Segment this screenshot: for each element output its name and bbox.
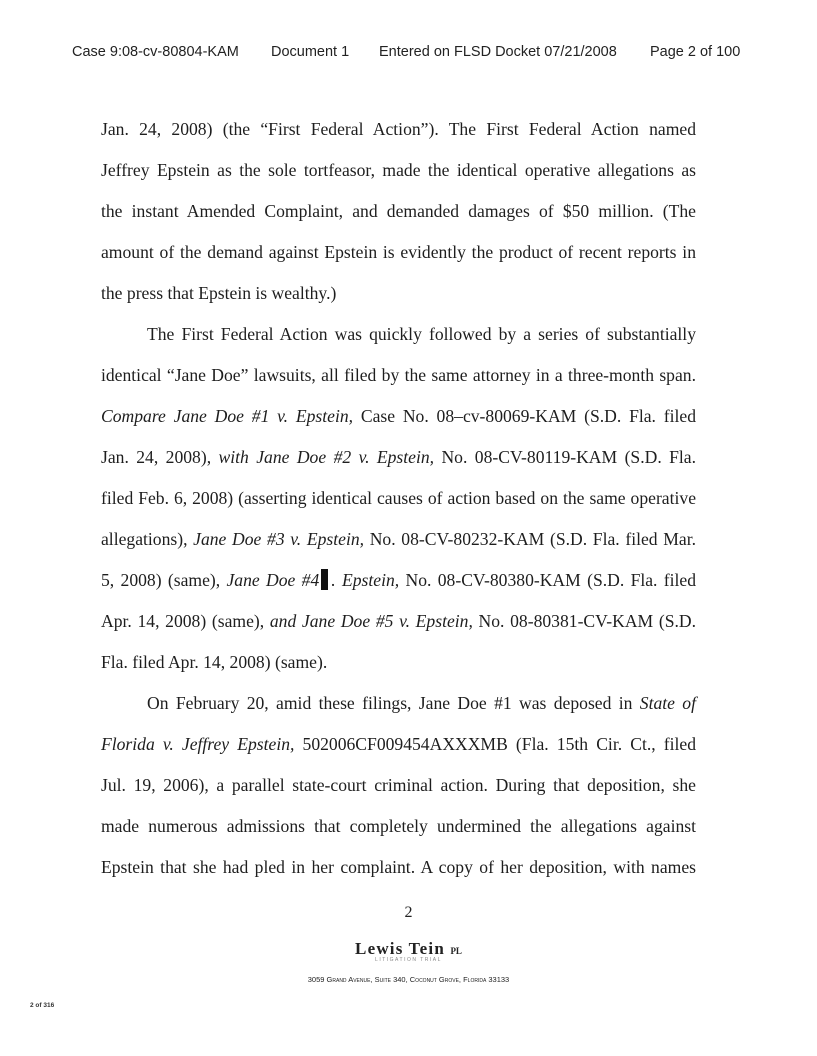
text-line (101, 486, 696, 510)
text-run: identical “Jane Doe” lawsuits, all filed by the same attorney in a three-month span. (101, 365, 696, 385)
text-run: the instant Amended Complaint, and demanded damages of $50 million. (The (101, 201, 696, 221)
text-run: 502006CF009454AXXXMB (Fla. 15th Cir. Ct., filed (294, 734, 697, 754)
text-run: Jan. 24, 2008) (the “First Federal Action”). The First Federal Action named (101, 119, 696, 139)
page-count: Page 2 of 100 (650, 44, 741, 60)
text-line (101, 650, 327, 674)
text-run: the press that Epstein is wealthy.) (101, 283, 337, 303)
page-stamp: 2 of 316 (30, 1002, 55, 1009)
case-citation: with Jane Doe #2 v. Epstein, (218, 447, 435, 467)
case-citation: Jane Doe #3 v. Epstein, (193, 529, 365, 549)
text-run: Apr. 14, 2008) (same), (101, 611, 270, 631)
text-run: amount of the demand against Epstein is evidently the product of recent reports in (101, 242, 696, 262)
text-run: Jul. 19, 2006), a parallel state-court criminal action. During that deposition, she (101, 775, 696, 795)
firm-logo (0, 939, 817, 959)
text-run: allegations), (101, 529, 194, 549)
text-run: The First Federal Action was quickly followed by a series of substantially (147, 324, 696, 344)
case-number: Case 9:08-cv-80804-KAM (72, 44, 239, 60)
text-run: Fla. filed Apr. 14, 2008) (same). (101, 652, 328, 672)
text-run: 5, 2008) (same), (101, 570, 227, 590)
docket-entry: Entered on FLSD Docket 07/21/2008 (379, 44, 617, 60)
text-run: Jeffrey Epstein as the sole tortfeasor, made the identical operative allegations as (101, 160, 696, 180)
firm-name: Lewis Tein (355, 939, 445, 958)
text-line (101, 158, 696, 182)
text-run: made numerous admissions that completely undermined the allegations against (101, 816, 696, 836)
firm-subline: LITIGATION TRIAL (375, 957, 442, 963)
text-line (101, 609, 696, 633)
text-line (101, 732, 696, 756)
text-line (101, 773, 696, 797)
text-line (101, 814, 696, 838)
case-citation: Jane Doe #4 (226, 570, 320, 590)
text-line (101, 199, 696, 223)
text-line (101, 363, 696, 387)
text-line (101, 404, 696, 428)
text-run: No. 08-80381-CV-KAM (S.D. (472, 611, 696, 631)
case-citation: Compare Jane Doe #1 v. Epstein, (101, 406, 354, 426)
case-citation: Florida v. Jeffrey Epstein, (101, 734, 295, 754)
text-line (147, 691, 696, 715)
text-line (101, 117, 696, 141)
text-line (101, 445, 696, 469)
firm-address: 3059 Grand Avenue, Suite 340, Coconut Grove, Florida 33133 (307, 975, 510, 984)
text-run: Jan. 24, 2008), (101, 447, 219, 467)
redaction-mark (321, 569, 328, 590)
page-number: 2 (404, 904, 413, 921)
case-citation: and Jane Doe #5 v. Epstein, (269, 611, 473, 631)
firm-suffix: PL (450, 946, 462, 956)
text-line (101, 568, 696, 592)
text-line (101, 240, 696, 264)
text-line (101, 281, 336, 305)
text-run: No. 08-CV-80380-KAM (S.D. Fla. filed (399, 570, 697, 590)
text-line (101, 855, 696, 879)
text-run: No. 08-CV-80232-KAM (S.D. Fla. filed Mar. (364, 529, 696, 549)
text-run: On February 20, amid these filings, Jane Doe #1 was deposed in (147, 693, 640, 713)
text-line (101, 527, 696, 551)
case-citation: . Epstein, (331, 570, 400, 590)
text-run: No. 08-CV-80119-KAM (S.D. Fla. (434, 447, 697, 467)
text-line (147, 322, 696, 346)
case-citation: State of (639, 693, 696, 713)
text-run: filed Feb. 6, 2008) (asserting identical causes of action based on the same operative (101, 488, 696, 508)
text-run: Case No. 08–cv-80069-KAM (S.D. Fla. filed (353, 406, 696, 426)
document-number: Document 1 (271, 44, 350, 60)
text-run: Epstein that she had pled in her complaint. A copy of her deposition, with names (101, 857, 696, 877)
